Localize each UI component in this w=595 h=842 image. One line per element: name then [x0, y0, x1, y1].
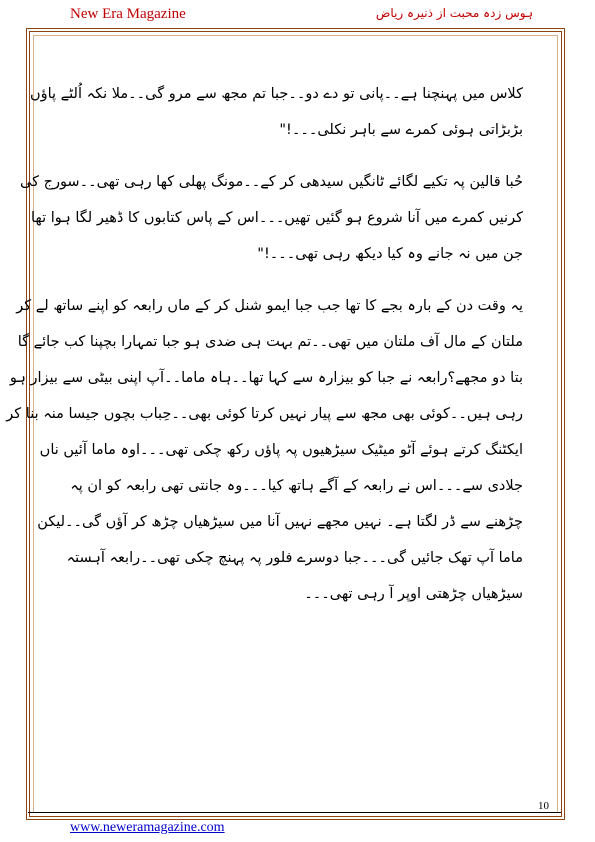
text-line: کلاس میں پہنچنا ہے۔۔پانی تو دے دو۔۔جبا تم مجھ سے مرو گی۔۔ملا نکہ اُلٹے پاؤں	[29, 86, 523, 102]
text-line: کرنیں کمرے میں آنا شروع ہو گئیں تھیں۔۔۔اس کے پاس کتابوں کا ڈھیر لگا ہوا تھا	[31, 210, 523, 226]
text-line: ماما آپ تھک جائیں گی۔۔۔جبا دوسرے فلور پہ پہنچ چکی تھی۔۔رابعہ آہستہ	[66, 550, 523, 566]
text-line: جن میں نہ جانے وہ کیا دیکھ رہی تھی۔۔۔!"	[257, 246, 523, 262]
paragraph	[19, 164, 523, 272]
novel-title: ہوس زدہ محبت از ذنیرہ ریاض	[375, 6, 533, 20]
text-line: بتا دو مجھے؟رابعہ نے جبا کو بیزارہ سے کہا تھا۔۔ہاہ ماما۔۔آپ اپنی بیٹی سے بیزار ہو	[9, 370, 523, 386]
text-line: سیڑھیاں چڑھتی اوپر آ رہی تھی۔۔۔	[304, 586, 523, 602]
text-line: چڑھنے سے ڈر لگتا ہے۔ نہیں مجھے نہیں آنا میں سیڑھیاں چڑھ کر آؤں گی۔۔لیکن	[37, 514, 523, 530]
story-body	[6, 76, 523, 612]
text-line: ایکٹنگ کرتے ہوئے آٹو میٹیک سیڑھیوں پہ پاؤں رکھ چکی تھی۔۔۔اوہ ماما آئیں ناں	[39, 442, 523, 458]
text-line: رہی ہیں۔۔کوئی بھی مجھ سے پیار نہیں کرتا کوئی بھی۔۔حِباب بچوں جیسا منہ بنا کر	[6, 406, 523, 422]
text-line: یہ وقت دن کے بارہ بجے کا تھا جب جبا ایمو شنل کر کے ماں رابعہ کو اپنے ساتھ لے کر	[16, 298, 523, 314]
footer-divider	[28, 812, 561, 813]
text-line: ملتان کے مال آف ملتان میں تھی۔۔تم بہت ہی ضدی ہو جبا تمہارا بچپنا کب جائے گا	[17, 334, 523, 350]
text-line: حُبا قالین پہ تکیے لگائے ٹانگیں سیدھی کر کے۔۔مونگ پھلی کھا رہی تھی۔۔سورج کی	[19, 174, 523, 190]
paragraph	[29, 76, 523, 148]
page-number: 10	[538, 800, 549, 812]
text-line: جلادی سے۔۔۔اس نے رابعہ کے آگے ہاتھ کیا۔۔۔وہ جانتی تھی رابعہ کو ان پہ	[70, 478, 523, 494]
paragraph	[6, 288, 523, 612]
website-link[interactable]: www.neweramagazine.com	[70, 820, 225, 835]
magazine-name: New Era Magazine	[70, 6, 186, 22]
text-line: بڑبڑاتی ہوئی کمرے سے باہر نکلی۔۔۔!"	[279, 122, 523, 138]
